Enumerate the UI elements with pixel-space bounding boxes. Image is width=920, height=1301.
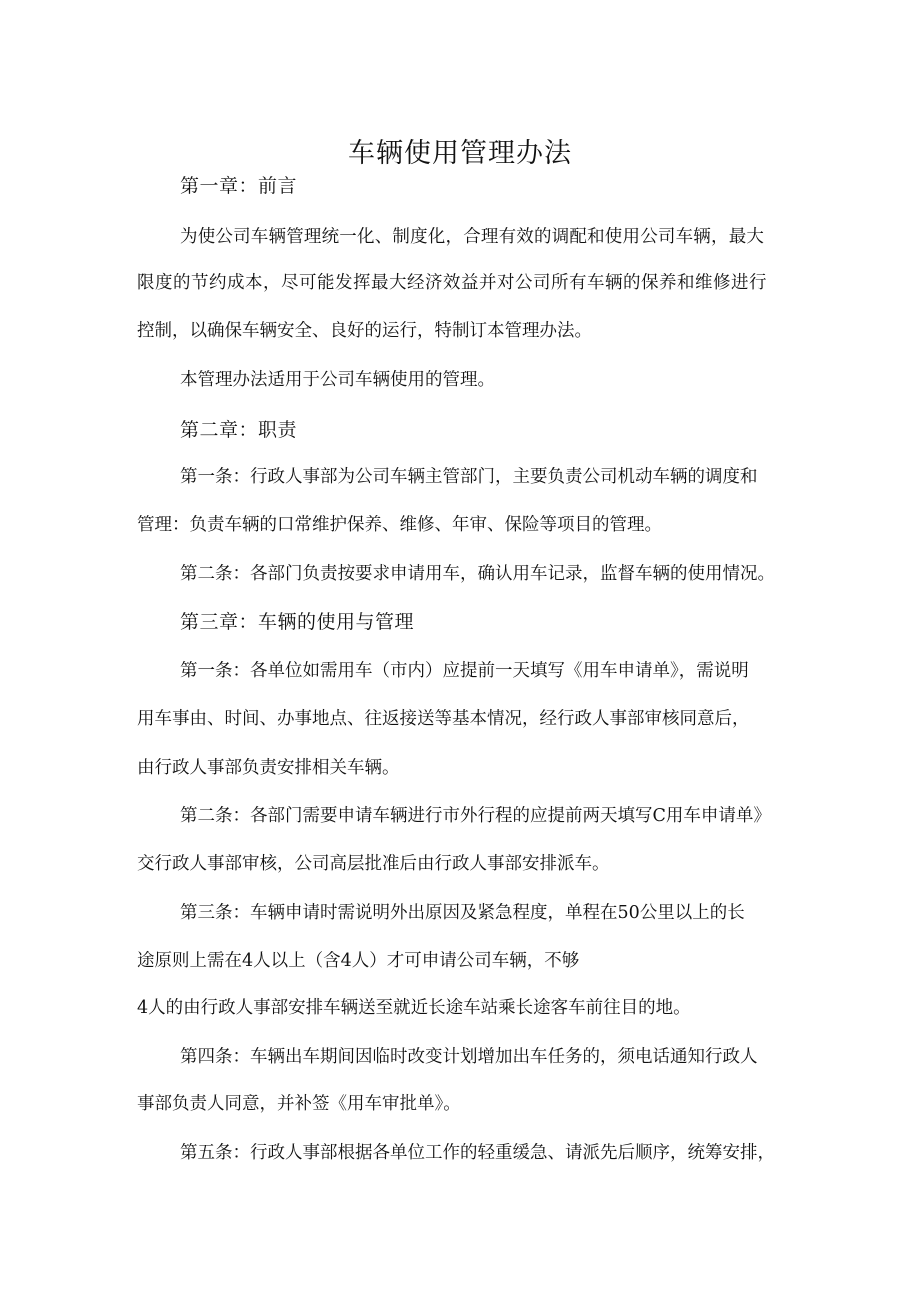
paragraph-line: 控制，以确保车辆安全、良好的运行，特制订本管理办法。 — [137, 321, 592, 341]
chapter-3-heading: 第三章：车辆的使用与管理 — [180, 611, 415, 633]
article-line: 第二条：各部门负责按要求申请用车，确认用车记录，监督车辆的使用情况。 — [180, 564, 775, 584]
article-line: 第五条：行政人事部根据各单位工作的轻重缓急、请派先后顺序，统筹安排， — [180, 1143, 775, 1163]
paragraph-line: 本管理办法适用于公司车辆使用的管理。 — [180, 370, 495, 390]
article-line: 途原则上需在4人以上（含4人）才可申请公司车辆，不够 — [137, 951, 580, 971]
article-line: 用车事由、时间、办事地点、往返接送等基本情况，经行政人事部审核同意后， — [137, 709, 750, 729]
article-line: 第二条：各部门需要申请车辆进行市外行程的应提前两天填写C用车申请单》 — [180, 806, 771, 826]
document-title: 车辆使用管理办法 — [348, 138, 572, 170]
article-line: 第一条：行政人事部为公司车辆主管部门，主要负责公司机动车辆的调度和 — [180, 467, 758, 487]
article-line: 4人的由行政人事部安排车辆送至就近长途车站乘长途客车前往目的地。 — [137, 998, 691, 1018]
article-line: 管理：负责车辆的口常维护保养、维修、年审、保险等项目的管理。 — [137, 515, 662, 535]
chapter-2-heading: 第二章：职责 — [180, 419, 298, 441]
article-line: 第四条：车辆出车期间因临时改变计划增加出车任务的，须电话通知行政人 — [180, 1047, 758, 1067]
paragraph-line: 为使公司车辆管理统一化、制度化，合理有效的调配和使用公司车辆，最大 — [180, 227, 765, 247]
article-line: 事部负责人同意，并补签《用车审批单》。 — [137, 1094, 461, 1114]
article-line: 第一条：各单位如需用车（市内）应提前一天填写《用车申请单》，需说明 — [180, 661, 749, 681]
paragraph-line: 限度的节约成本，尽可能发挥最大经济效益并对公司所有车辆的保养和维修进行 — [137, 273, 767, 293]
article-line: 第三条：车辆申请时需说明外出原因及紧急程度，单程在50公里以上的长 — [180, 903, 745, 923]
article-line: 交行政人事部审核，公司高层批准后由行政人事部安排派车。 — [137, 854, 610, 874]
article-line: 由行政人事部负责安排相关车辆。 — [137, 758, 400, 778]
chapter-1-heading: 第一章：前言 — [180, 175, 298, 197]
